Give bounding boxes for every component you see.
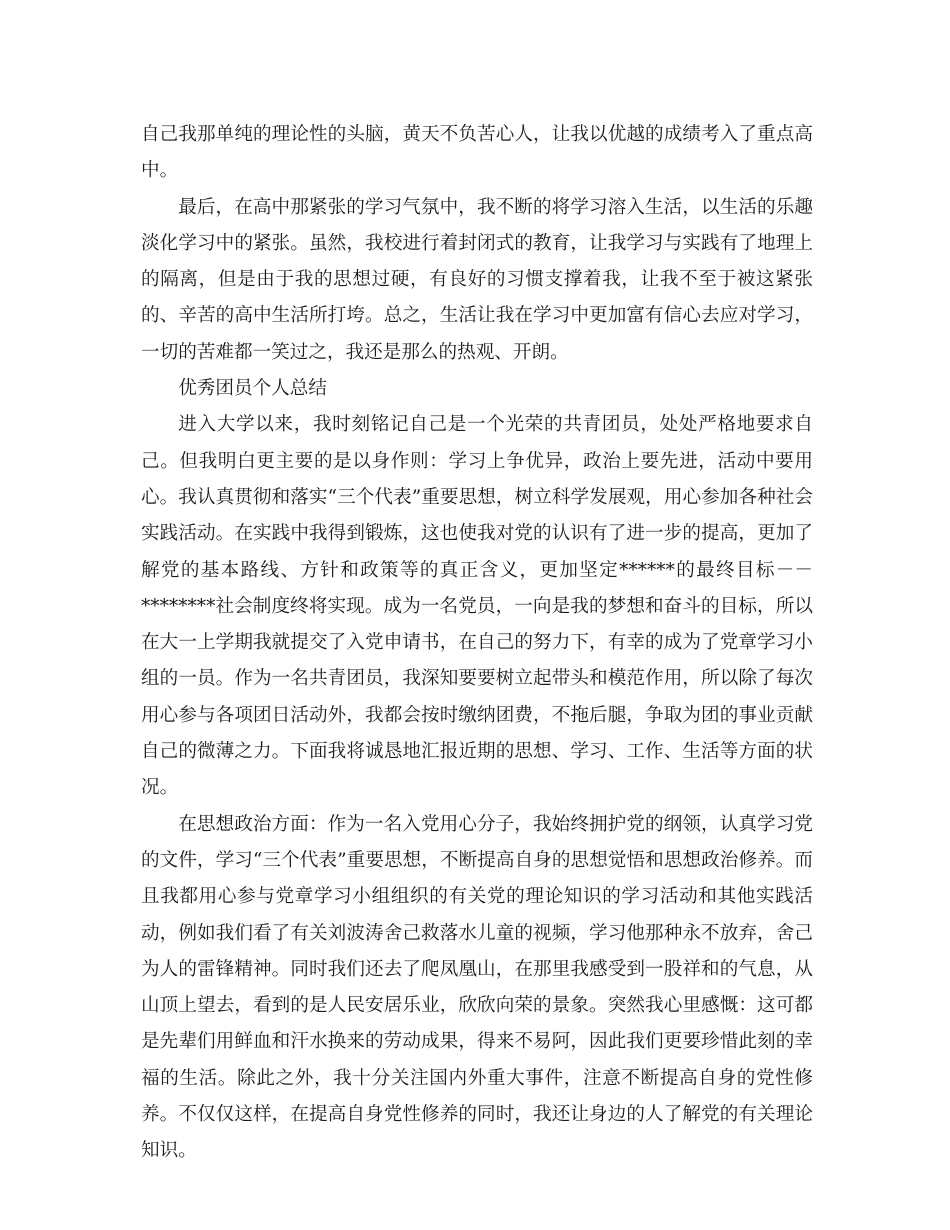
paragraph-political-thought: 在思想政治方面：作为一名入党用心分子，我始终拥护党的纲领，认真学习党的文件，学习“三个代表”重要思想，不断提高自身的思想觉悟和思想政治修养。而且我都用心参与党章学习小组组织的有关党的理论知识的学习活动和其他实践活动，例如我们看了有关刘波涛舍己救落水儿童的视频，学习他那种永不放弃，舍己为人的雷锋精神。同时我们还去了爬凤凰山，在那里我感受到一股祥和的气息，从山顶上望去，看到的是人民安居乐业，欣欣向荣的景象。突然我心里感慨：这可都是先辈们用鲜血和汗水换来的劳动成果，得来不易阿，因此我们更要珍惜此刻的幸福的生活。除此之外，我十分关注国内外重大事件，注意不断提高自身的党性修养。不仅仅这样，在提高自身党性修养的同时，我还让身边的人了解党的有关理论知识。 — [141, 813, 813, 1162]
paragraph-continuation: 自己我那单纯的理论性的头脑，黄天不负苦心人，让我以优越的成绩考入了重点高中。 — [141, 124, 813, 182]
paragraph-high-school: 最后，在高中那紧张的学习气氛中，我不断的将学习溶入生活，以生活的乐趣淡化学习中的紧张。虽然，我校进行着封闭式的教育，让我学习与实践有了地理上的隔离，但是由于我的思想过硬，有良好的习惯支撑着我，让我不至于被这紧张的、辛苦的高中生活所打垮。总之，生活让我在学习中更加富有信心去应对学习，一切的苦难都一笑过之，我还是那么的热观、开朗。 — [141, 196, 813, 363]
section-heading: 优秀团员个人总结 — [178, 378, 327, 400]
paragraph-university: 进入大学以来，我时刻铭记自己是一个光荣的共青团员，处处严格地要求自己。但我明白更主要的是以身作则：学习上争优异，政治上要先进，活动中要用心。我认真贯彻和落实“三个代表”重要思想，树立科学发展观，用心参加各种社会实践活动。在实践中我得到锻炼，这也使我对党的认识有了进一步的提高，更加了解党的基本路线、方针和政策等的真正含义，更加坚定******的最终目标－－********社会制度终将实现。成为一名党员，一向是我的梦想和奋斗的目标，所以在大一上学期我就提交了入党申请书，在自己的努力下，有幸的成为了党章学习小组的一员。作为一名共青团员，我深知要要树立起带头和模范作用，所以除了每次用心参与各项团日活动外，我都会按时缴纳团费，不拖后腿，争取为团的事业贡献自己的微薄之力。下面我将诚恳地汇报近期的思想、学习、工作、生活等方面的状况。 — [141, 414, 813, 799]
document-body — [141, 117, 813, 1170]
